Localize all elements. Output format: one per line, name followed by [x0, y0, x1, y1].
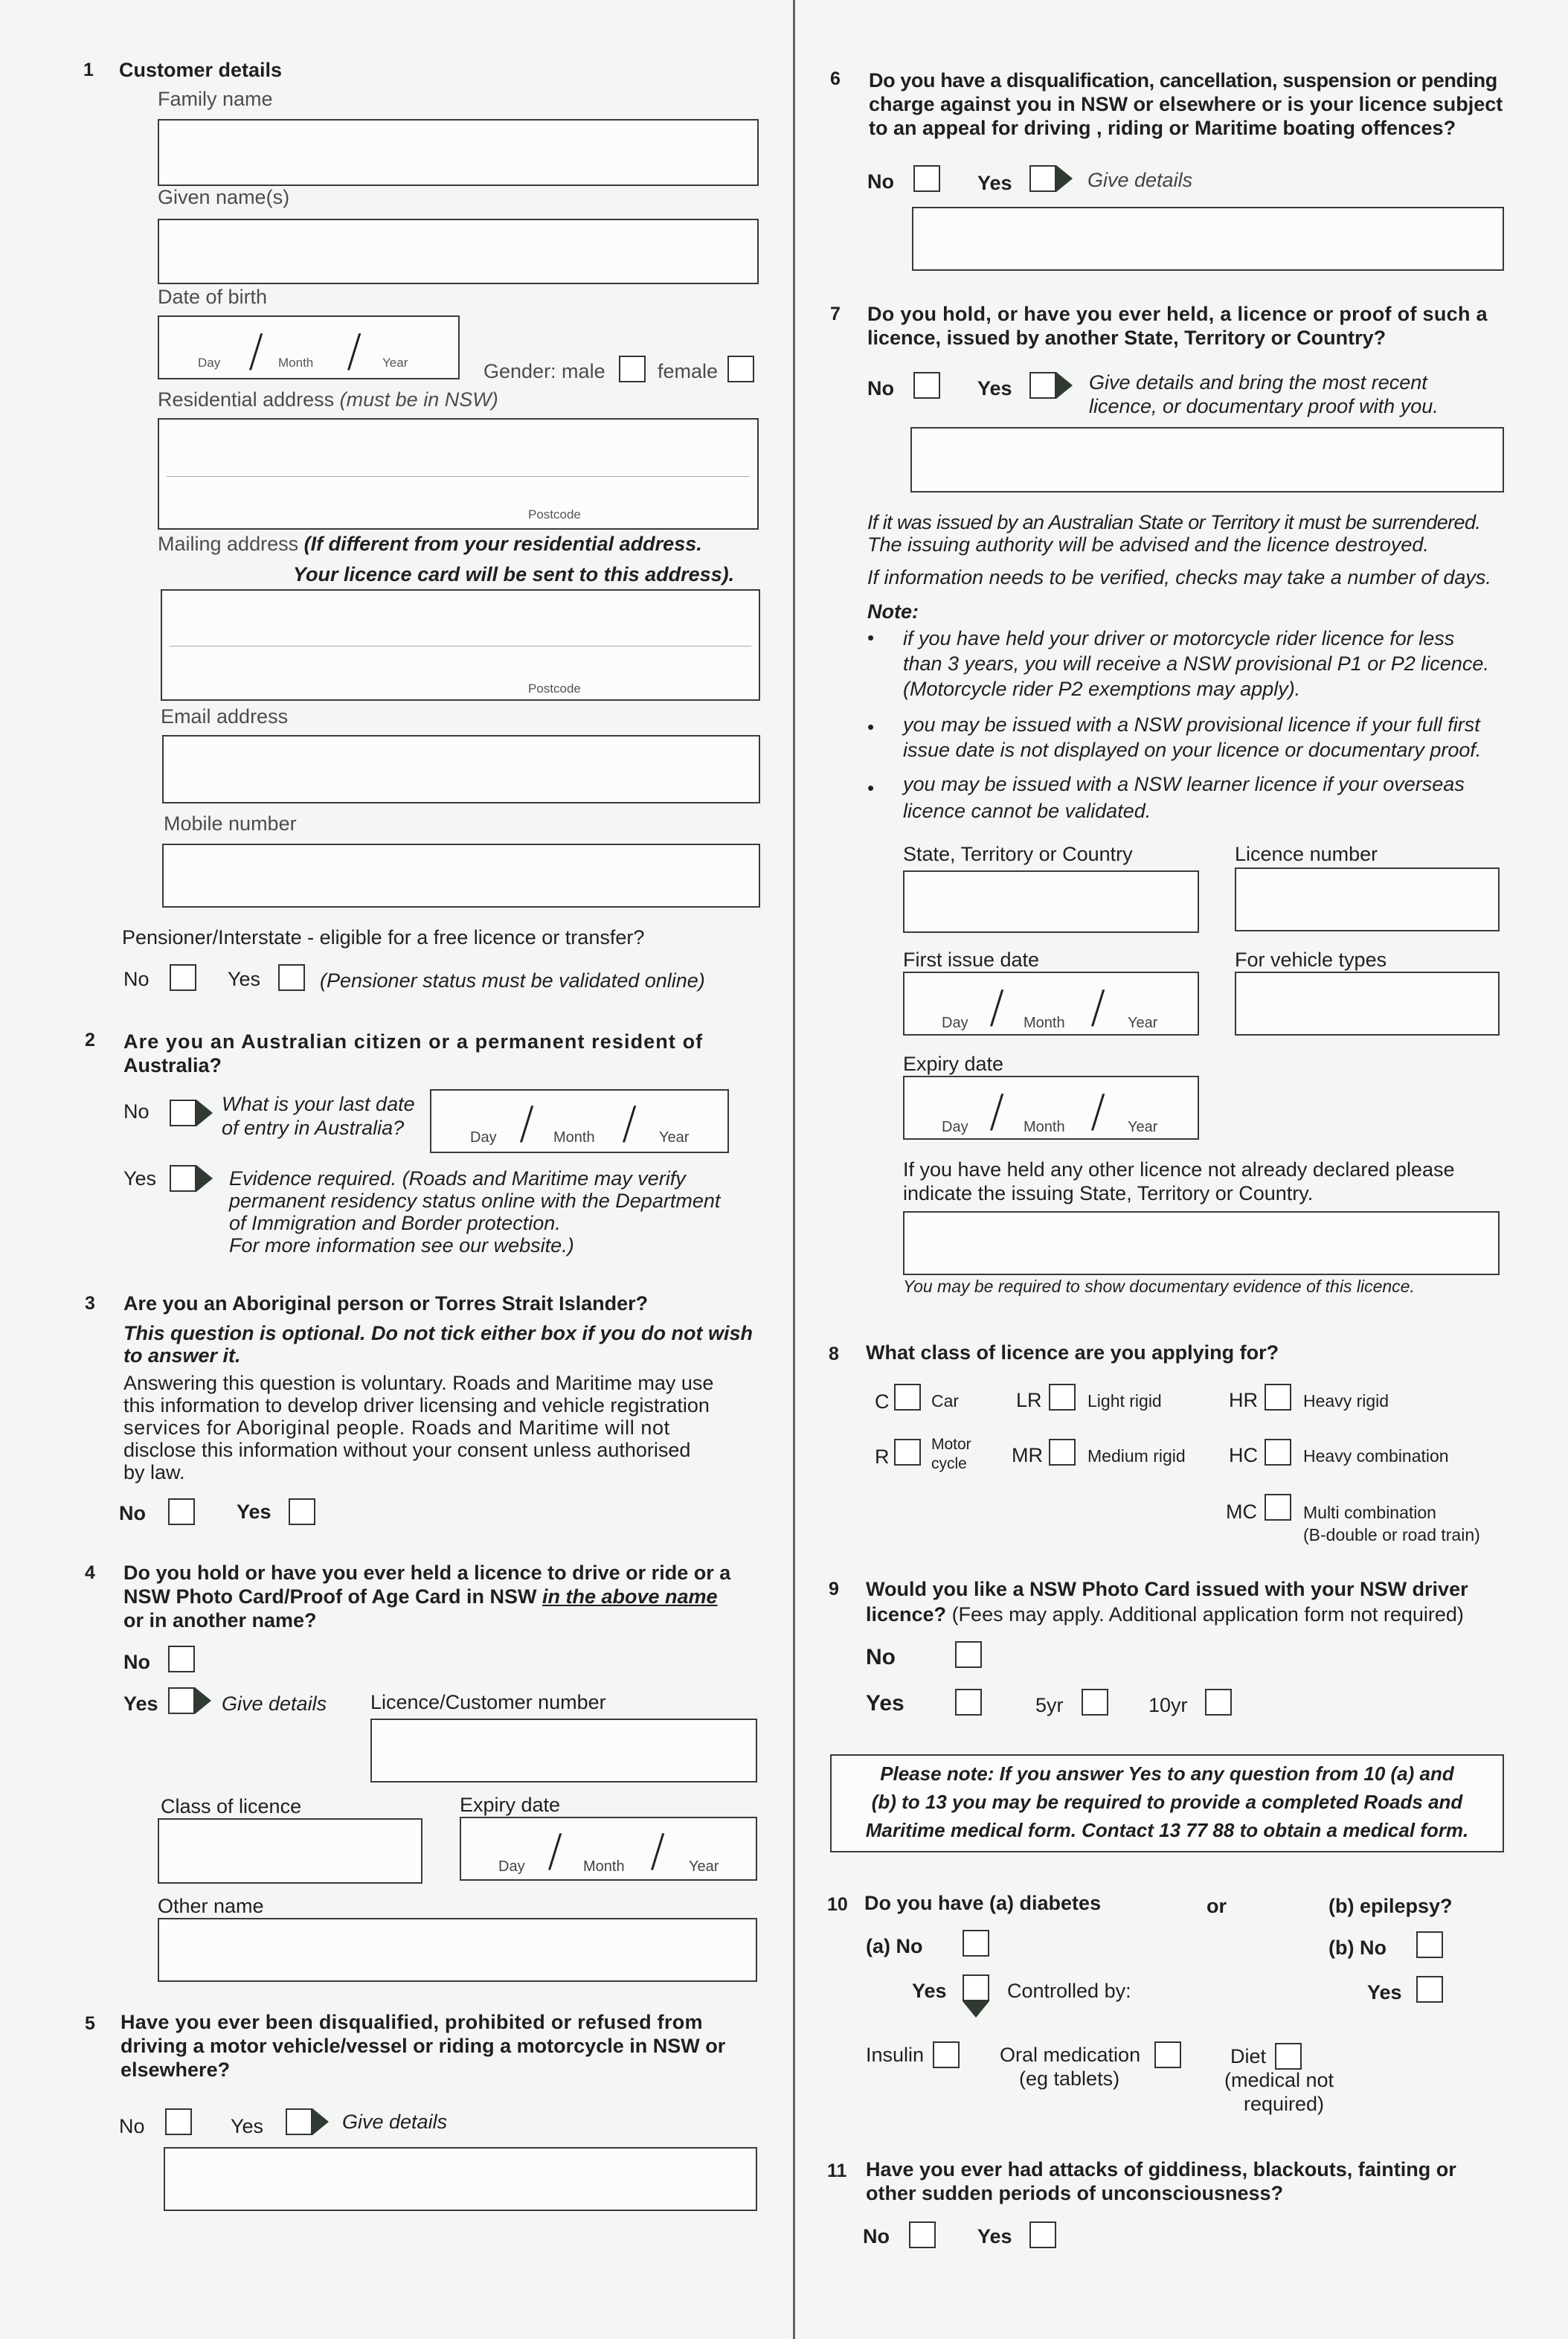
q2-number: 2	[85, 1030, 95, 1050]
class-mr-label: Medium rigid	[1087, 1446, 1186, 1466]
diet-note: (medical not	[1224, 2069, 1334, 2091]
vehicle-types-label: For vehicle types	[1235, 949, 1387, 971]
q10-number: 10	[827, 1894, 848, 1915]
evidence-note-4: For more information see our website.)	[229, 1234, 574, 1257]
class-r-code: R	[875, 1446, 890, 1468]
first-issue-date-label: First issue date	[903, 949, 1040, 971]
oral-medication-note: (eg tablets)	[1019, 2067, 1120, 2090]
arrow-down-icon	[963, 2001, 989, 2018]
q2-question-cont: Australia?	[123, 1054, 222, 1077]
note-bullet-1-cont: than 3 years, you will receive a NSW provisional P1 or P2 licence.	[903, 652, 1489, 675]
licence-number-field[interactable]	[1235, 867, 1500, 931]
other-name-label: Other name	[158, 1895, 264, 1917]
evidence-note-3: of Immigration and Border protection.	[229, 1212, 561, 1234]
family-name-label: Family name	[158, 88, 273, 110]
evidence-note-1: Evidence required. (Roads and Maritime may verify	[229, 1167, 686, 1190]
q6-no-label: No	[867, 170, 894, 193]
date-slash: /	[989, 981, 1005, 1033]
q10a-no-label: (a) No	[866, 1935, 923, 1957]
q2-yes-checkbox[interactable]	[170, 1165, 196, 1192]
dob-month-label: Month	[278, 356, 314, 370]
q10b-no-label: (b) No	[1328, 1937, 1387, 1959]
female-checkbox[interactable]	[727, 356, 754, 382]
note-bullet-3: you may be issued with a NSW learner licence if your overseas	[903, 773, 1465, 795]
other-licence-note: If you have held any other licence not already declared please	[903, 1158, 1455, 1181]
q9-10yr-checkbox[interactable]	[1205, 1689, 1232, 1716]
postcode-label: Postcode	[528, 507, 581, 522]
q7-give-details-cont: licence, or documentary proof with you.	[1089, 395, 1439, 417]
licence-customer-number-field[interactable]	[370, 1719, 757, 1783]
verify-note: If information needs to be verified, checks may take a number of days.	[867, 566, 1491, 588]
note-bullet-2-cont: issue date is not displayed on your licence or documentary proof.	[903, 739, 1482, 761]
year-label: Year	[659, 1129, 690, 1146]
bullet-icon: •	[867, 716, 875, 738]
q11-question: Have you ever had attacks of giddiness, blackouts, fainting or	[866, 2158, 1456, 2181]
class-mr-code: MR	[1012, 1444, 1043, 1466]
note-heading: Note:	[867, 600, 919, 623]
q5-yes-checkbox[interactable]	[286, 2108, 312, 2135]
q11-yes-label: Yes	[977, 2225, 1012, 2247]
class-mc-label: Multi combination	[1303, 1503, 1436, 1522]
dob-label: Date of birth	[158, 286, 268, 308]
q7-expiry-date-label: Expiry date	[903, 1053, 1004, 1075]
q7-yes-checkbox[interactable]	[1029, 372, 1056, 399]
given-names-field[interactable]	[158, 219, 759, 284]
q2-yes-label: Yes	[123, 1167, 157, 1190]
q5-no-label: No	[119, 2115, 145, 2137]
q7-question: Do you hold, or have you ever held, a licence or proof of such a	[867, 303, 1488, 325]
date-slash: /	[248, 325, 264, 377]
insulin-checkbox[interactable]	[933, 2041, 960, 2068]
q5-give-details: Give details	[342, 2111, 448, 2133]
q3-number: 3	[85, 1293, 95, 1314]
class-hc-label: Heavy combination	[1303, 1446, 1449, 1466]
pensioner-note: (Pensioner status must be validated online)	[320, 969, 705, 992]
class-lr-code: LR	[1016, 1389, 1042, 1411]
pensioner-no-label: No	[123, 968, 150, 990]
q2-no-label: No	[123, 1100, 150, 1123]
day-label: Day	[942, 1015, 968, 1031]
oral-medication-checkbox[interactable]	[1154, 2041, 1181, 2068]
q3-body-1: Answering this question is voluntary. Roads and Maritime may use	[123, 1372, 714, 1394]
q7-question-cont: licence, issued by another State, Territory or Country?	[867, 327, 1387, 349]
q4-yes-label: Yes	[123, 1693, 158, 1715]
pensioner-yes-checkbox[interactable]	[278, 964, 305, 991]
vehicle-types-field[interactable]	[1235, 972, 1500, 1036]
family-name-field[interactable]	[158, 119, 759, 186]
q9-yes-checkbox[interactable]	[955, 1689, 982, 1716]
class-mc-label-cont: (B-double or road train)	[1303, 1525, 1480, 1544]
q6-question: Do you have a disqualification, cancellation, suspension or pending	[869, 69, 1497, 92]
mailing-address-label: Mailing address (If different from your residential address.	[158, 533, 702, 555]
q2-no-checkbox[interactable]	[170, 1100, 196, 1126]
q2-question: Are you an Australian citizen or a permanent resident of	[123, 1030, 704, 1053]
class-of-licence-field[interactable]	[158, 1818, 422, 1884]
dob-field[interactable]	[158, 315, 460, 379]
q11-question-cont: other sudden periods of unconsciousness?	[866, 2182, 1284, 2204]
q7-number: 7	[830, 304, 841, 324]
bullet-icon: •	[867, 626, 875, 649]
q4-yes-checkbox[interactable]	[168, 1687, 195, 1714]
q4-number: 4	[85, 1562, 95, 1583]
q8-number: 8	[829, 1344, 839, 1364]
q3-no-checkbox[interactable]	[168, 1498, 195, 1525]
class-c-checkbox[interactable]	[894, 1384, 921, 1411]
q7-details-field[interactable]	[910, 427, 1504, 492]
residential-address-field[interactable]	[158, 418, 759, 530]
q6-details-field[interactable]	[912, 207, 1504, 271]
q4-no-label: No	[123, 1651, 150, 1673]
q3-optional-note: This question is optional. Do not tick either box if you do not wish	[123, 1322, 754, 1344]
q5-question-cont: driving a motor vehicle/vessel or riding a motorcycle in NSW or	[121, 2035, 726, 2057]
q3-body-4: disclose this information without your consent unless authorised	[123, 1439, 691, 1461]
q4-expiry-date-field[interactable]	[460, 1817, 757, 1881]
evidence-note-2: permanent residency status online with the Department	[229, 1190, 721, 1212]
date-slash: /	[547, 1825, 563, 1877]
last-entry-date-field[interactable]	[430, 1089, 729, 1153]
day-label: Day	[942, 1119, 968, 1135]
q5-details-field[interactable]	[164, 2147, 757, 2211]
q9-no-label: No	[866, 1645, 896, 1669]
q7-yes-label: Yes	[977, 377, 1012, 400]
diet-label: Diet	[1230, 2045, 1267, 2067]
arrow-right-icon	[1056, 372, 1073, 399]
year-label: Year	[1128, 1119, 1158, 1135]
gender-male-label: Gender: male	[483, 360, 605, 382]
q10-question: Do you have (a) diabetes	[864, 1892, 1102, 1914]
medical-notice-box	[830, 1754, 1504, 1852]
other-licence-field[interactable]	[903, 1211, 1500, 1275]
surrender-note: If it was issued by an Australian State or Territory it must be surrendered.	[867, 511, 1481, 533]
q4-question-end: or in another name?	[123, 1609, 317, 1631]
note-bullet-1-end: (Motorcycle rider P2 exemptions may apply).	[903, 678, 1301, 700]
date-slash: /	[989, 1085, 1005, 1138]
q4-question-cont: NSW Photo Card/Proof of Age Card in NSW in the above name	[123, 1585, 718, 1608]
q7-give-details: Give details and bring the most recent	[1089, 371, 1427, 394]
q6-yes-label: Yes	[977, 172, 1012, 194]
arrow-right-icon	[196, 1100, 213, 1126]
medical-notice-3: Maritime medical form. Contact 13 77 88 to obtain a medical form.	[865, 1819, 1469, 1841]
last-entry-question: What is your last date	[222, 1093, 415, 1115]
medical-notice-1: Please note: If you answer Yes to any question from 10 (a) and	[880, 1762, 1454, 1785]
year-label: Year	[1128, 1015, 1158, 1031]
surrender-note-cont: The issuing authority will be advised and the licence destroyed.	[867, 533, 1429, 556]
arrow-right-icon	[1056, 165, 1073, 192]
q10a-yes-label: Yes	[912, 1980, 947, 2002]
arrow-right-icon	[312, 2108, 329, 2135]
q7-no-label: No	[867, 377, 894, 400]
male-checkbox[interactable]	[619, 356, 646, 382]
mailing-address-field[interactable]	[161, 589, 760, 701]
q5-yes-label: Yes	[231, 2115, 264, 2137]
documentary-evidence-note: You may be required to show documentary evidence of this licence.	[903, 1277, 1415, 1296]
q10-or: or	[1206, 1895, 1227, 1917]
q5-number: 5	[85, 2013, 95, 2034]
q9-question-cont: licence? (Fees may apply. Additional application form not required)	[866, 1603, 1464, 1626]
q3-optional-note-cont: to answer it.	[123, 1344, 241, 1367]
q9-5yr-checkbox[interactable]	[1082, 1689, 1108, 1716]
mobile-field[interactable]	[162, 844, 760, 908]
q5-question: Have you ever been disqualified, prohibited or refused from	[121, 2011, 703, 2033]
arrow-right-icon	[196, 1165, 213, 1192]
email-label: Email address	[161, 705, 289, 728]
month-label: Month	[583, 1858, 625, 1875]
class-mr-checkbox[interactable]	[1049, 1439, 1076, 1466]
q11-no-checkbox[interactable]	[909, 2221, 936, 2248]
state-territory-country-field[interactable]	[903, 870, 1199, 933]
class-mc-checkbox[interactable]	[1265, 1494, 1291, 1521]
arrow-right-icon	[195, 1687, 211, 1714]
q3-body-2: this information to develop driver licensing and vehicle registration	[123, 1394, 710, 1416]
state-territory-country-label: State, Territory or Country	[903, 843, 1133, 865]
class-r-checkbox[interactable]	[894, 1439, 921, 1466]
mobile-label: Mobile number	[164, 812, 297, 835]
q10b-yes-label: Yes	[1367, 1981, 1402, 2003]
class-c-code: C	[875, 1390, 890, 1413]
date-slash: /	[1090, 1085, 1106, 1138]
day-label: Day	[498, 1858, 525, 1875]
pensioner-yes-label: Yes	[228, 968, 261, 990]
q7-no-checkbox[interactable]	[913, 372, 940, 399]
q11-number: 11	[827, 2160, 847, 2181]
q6-question-cont: charge against you in NSW or elsewhere or is your licence subject	[869, 93, 1503, 115]
q6-question-end: to an appeal for driving , riding or Maritime boating offences?	[869, 117, 1456, 139]
q3-body-3: services for Aboriginal people. Roads and Maritime will not	[123, 1416, 670, 1439]
q10a-no-checkbox[interactable]	[963, 1930, 989, 1957]
q4-expiry-date-label: Expiry date	[460, 1794, 561, 1816]
q9-yes-label: Yes	[866, 1691, 905, 1716]
year-label: Year	[689, 1858, 719, 1875]
q5-no-checkbox[interactable]	[165, 2108, 192, 2135]
date-slash: /	[650, 1825, 666, 1877]
q4-no-checkbox[interactable]	[168, 1646, 195, 1672]
pensioner-question: Pensioner/Interstate - eligible for a free licence or transfer?	[122, 926, 645, 949]
other-name-field[interactable]	[158, 1918, 757, 1982]
given-names-label: Given name(s)	[158, 186, 290, 208]
class-hr-checkbox[interactable]	[1265, 1384, 1291, 1411]
class-mc-code: MC	[1226, 1501, 1257, 1523]
q10a-yes-checkbox[interactable]	[963, 1974, 989, 2001]
q6-no-checkbox[interactable]	[913, 165, 940, 192]
first-issue-date-field[interactable]	[903, 972, 1199, 1036]
note-bullet-3-cont: licence cannot be validated.	[903, 800, 1151, 822]
column-divider	[793, 0, 795, 2339]
class-hr-code: HR	[1229, 1389, 1258, 1411]
date-slash: /	[1090, 981, 1106, 1033]
class-hr-label: Heavy rigid	[1303, 1391, 1389, 1411]
month-label: Month	[1024, 1015, 1065, 1031]
day-label: Day	[470, 1129, 497, 1146]
medical-notice-2: (b) to 13 you may be required to provide a completed Roads and	[871, 1791, 1463, 1813]
q3-yes-checkbox[interactable]	[289, 1498, 315, 1525]
q4-question: Do you hold or have you ever held a licence to drive or ride or a	[123, 1562, 731, 1584]
date-slash: /	[519, 1097, 535, 1149]
q1-title: Customer details	[119, 59, 283, 81]
controlled-by-label: Controlled by:	[1007, 1980, 1131, 2002]
bullet-icon: •	[867, 777, 875, 799]
licence-number-label: Licence number	[1235, 843, 1378, 865]
note-bullet-2: you may be issued with a NSW provisional licence if your full first	[903, 713, 1480, 736]
mailing-address-note: Your licence card will be sent to this address).	[293, 563, 735, 585]
date-slash: /	[622, 1097, 637, 1149]
note-bullet-1: if you have held your driver or motorcycle rider licence for less	[903, 627, 1455, 649]
diet-note-cont: required)	[1244, 2093, 1325, 2115]
class-hc-code: HC	[1229, 1444, 1258, 1466]
other-licence-note-cont: indicate the issuing State, Territory or Country.	[903, 1182, 1314, 1204]
q9-number: 9	[829, 1579, 839, 1600]
oral-medication-label: Oral medication	[1000, 2044, 1141, 2066]
q10b-yes-checkbox[interactable]	[1416, 1976, 1443, 2003]
insulin-label: Insulin	[866, 2044, 925, 2066]
q6-give-details: Give details	[1087, 169, 1193, 191]
q4-give-details: Give details	[222, 1693, 327, 1715]
q3-question: Are you an Aboriginal person or Torres Strait Islander?	[123, 1292, 649, 1315]
dob-day-label: Day	[198, 356, 221, 370]
month-label: Month	[553, 1129, 595, 1146]
month-label: Month	[1024, 1119, 1065, 1135]
class-hc-checkbox[interactable]	[1265, 1439, 1291, 1466]
q1-number: 1	[83, 60, 94, 80]
q9-no-checkbox[interactable]	[955, 1641, 982, 1668]
q3-body-5: by law.	[123, 1461, 185, 1483]
q8-question: What class of licence are you applying for?	[866, 1341, 1279, 1364]
class-c-label: Car	[931, 1391, 960, 1411]
q6-yes-checkbox[interactable]	[1029, 165, 1056, 192]
address-line-divider	[167, 476, 750, 477]
class-lr-label: Light rigid	[1087, 1391, 1162, 1411]
residential-address-label: Residential address (must be in NSW)	[158, 388, 498, 411]
q3-no-label: No	[119, 1502, 146, 1524]
pensioner-no-checkbox[interactable]	[170, 964, 196, 991]
q3-yes-label: Yes	[237, 1501, 271, 1523]
q5-question-end: elsewhere?	[121, 2059, 231, 2081]
class-r-label-cont: cycle	[931, 1455, 967, 1472]
q11-yes-checkbox[interactable]	[1029, 2221, 1056, 2248]
q10b-no-checkbox[interactable]	[1416, 1931, 1443, 1958]
class-of-licence-label: Class of licence	[161, 1795, 302, 1817]
q9-5yr-label: 5yr	[1035, 1694, 1064, 1716]
licence-customer-number-label: Licence/Customer number	[370, 1691, 606, 1713]
last-entry-question-cont: of entry in Australia?	[222, 1117, 405, 1139]
date-slash: /	[347, 325, 362, 377]
q6-number: 6	[830, 68, 841, 89]
female-label: female	[658, 360, 719, 382]
dob-year-label: Year	[382, 356, 408, 370]
q9-question: Would you like a NSW Photo Card issued with your NSW driver	[866, 1578, 1468, 1600]
postcode-label: Postcode	[528, 681, 581, 696]
q10-epilepsy: (b) epilepsy?	[1328, 1895, 1453, 1917]
email-field[interactable]	[162, 735, 760, 803]
class-r-label: Motor	[931, 1436, 971, 1453]
q9-10yr-label: 10yr	[1148, 1694, 1188, 1716]
class-lr-checkbox[interactable]	[1049, 1384, 1076, 1411]
q11-no-label: No	[863, 2225, 890, 2247]
diet-checkbox[interactable]	[1275, 2043, 1302, 2070]
q7-expiry-date-field[interactable]	[903, 1076, 1199, 1140]
